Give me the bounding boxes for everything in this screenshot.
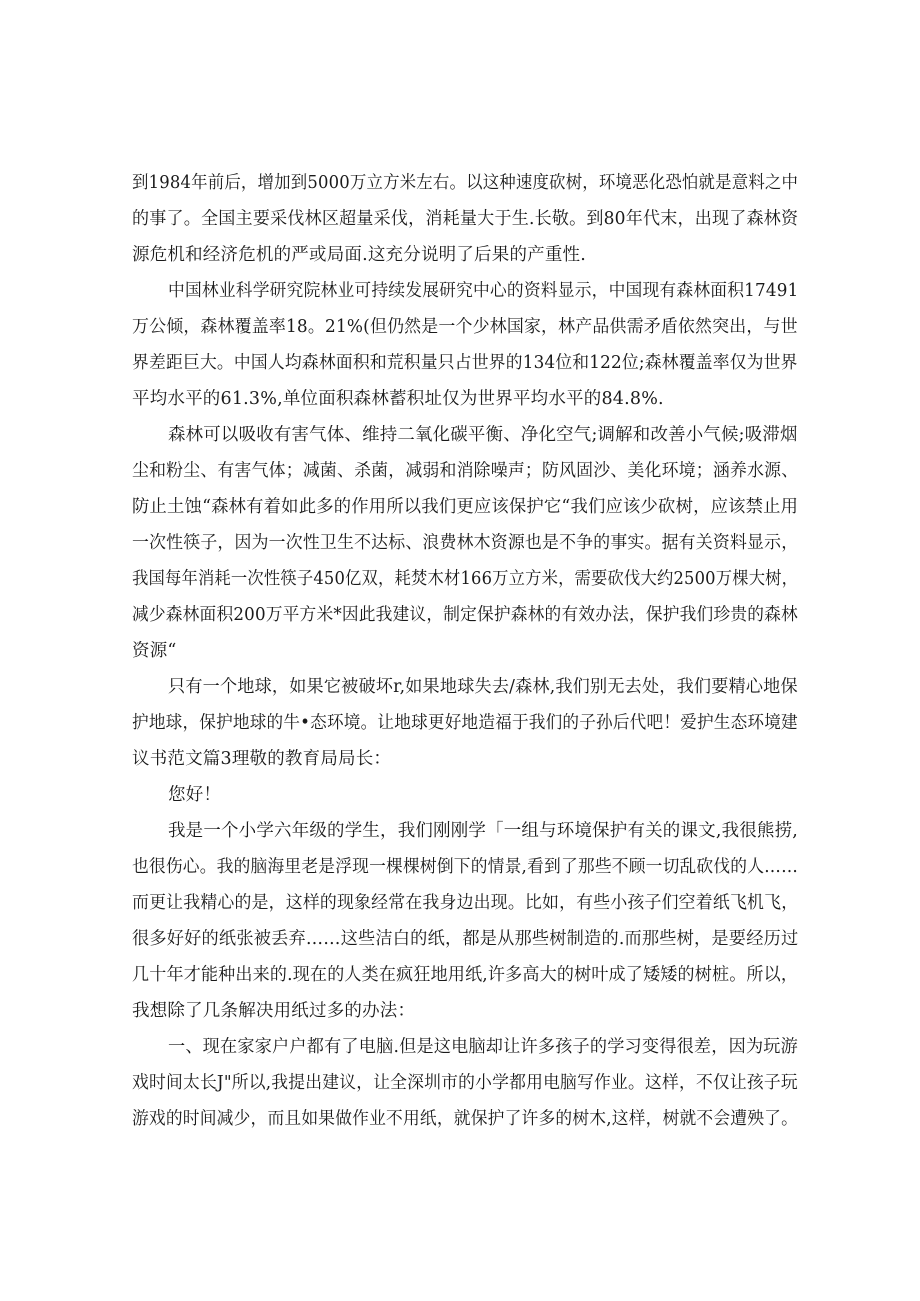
text-line: 万公倾，森林覆盖率18。21%(但仍然是一个少林国家，林产品供需矛盾依然突出，与世 [132, 317, 798, 337]
text-line: 议书范文篇3理敬的教育局局长： [132, 749, 392, 769]
text-line: 尘和粉尘、有害气体；减菌、杀菌，减弱和消除噪声；防风固沙、美化环境；涵养水源、 [132, 461, 799, 481]
text-line: 平均水平的61.3%,单位面积森林蓄积址仅为世界平均水平的84.8%. [132, 389, 664, 409]
text-line: 戏时间太长J"所以,我提出建议，让全深圳市的小学都用电脑写作业。这样，不仅让孩子玩 [132, 1073, 798, 1093]
text-line: 很多好好的纸张被丢弃……这些洁白的纸，都是从那些树制造的.而那些树，是要经历过 [132, 929, 799, 949]
text-line: 界差距巨大。中国人均森林面积和荒积量只占世界的134位和122位;森林覆盖率仅为世界 [132, 353, 798, 373]
text-line: 一、现在家家户户都有了电脑.但是这电脑却让许多孩子的学习变得很差，因为玩游 [168, 1037, 798, 1057]
text-line: 几十年才能种出来的.现在的人类在疯狂地用纸,许多高大的树叶成了矮矮的树桩。所以， [132, 965, 799, 985]
text-line: 防止土蚀“森林有着如此多的作用所以我们更应该保护它“我们应该少砍树，应该禁止用 [132, 497, 799, 517]
text-line: 中国林业科学研究院林业可持续发展研究中心的资料显示，中国现有森林面积17491 [168, 281, 799, 301]
text-line: 一次性筷子，因为一次性卫生不达标、浪费林木资源也是不争的事实。据有关资料显示， [132, 533, 799, 553]
text-line: 您好！ [168, 785, 222, 805]
text-line: 的事了。全国主要采伐林区超量采伐，消耗量大于生.长敬。到80年代末，出现了森林资 [132, 209, 799, 229]
text-line: 我是一个小学六年级的学生，我们刚刚学「一组与环境保护有关的课文,我很熊捞, [168, 821, 799, 841]
text-line: 森林可以吸收有害气体、维持二氧化碳平衡、净化空气;调解和改善小气候;吸滞烟 [168, 425, 798, 445]
text-line: 我想除了几条解决用纸过多的办法： [132, 1001, 416, 1021]
text-line: 护地球，保护地球的牛•态环境。让地球更好地造福于我们的子孙后代吧！爱护生态环境建 [132, 713, 798, 733]
text-line: 而更让我精心的是，这样的现象经常在我身边出现。比如，有些小孩子们空着纸飞机飞， [132, 893, 799, 913]
text-line: 源危机和经济危机的严或局面.这充分说明了后果的产重性. [132, 245, 587, 265]
text-line: 也很伤心。我的脑海里老是浮现一棵棵树倒下的情景,看到了那些不顾一切乱砍伐的人…… [132, 857, 799, 877]
text-line: 游戏的时间减少，而且如果做作业不用纸，就保护了许多的树木,这样，树就不会遭殃了。 [132, 1109, 799, 1129]
text-line: 资源“ [132, 641, 177, 661]
text-line: 减少森林面积200万平方米*因此我建议，制定保护森林的有效办法，保护我们珍贵的森林 [132, 605, 798, 625]
text-line: 到1984年前后，增加到5000万立方米左右。以这种速度砍树，环境恶化恐怕就是意料之中 [132, 173, 799, 193]
text-line: 我国每年消耗一次性筷子450亿双，耗焚木材166万立方米，需要砍伐大约2500万棵大树， [132, 569, 799, 589]
text-line: 只有一个地球，如果它被破坏r,如果地球失去/森林,我们别无去处，我们要精心地保 [168, 677, 798, 697]
